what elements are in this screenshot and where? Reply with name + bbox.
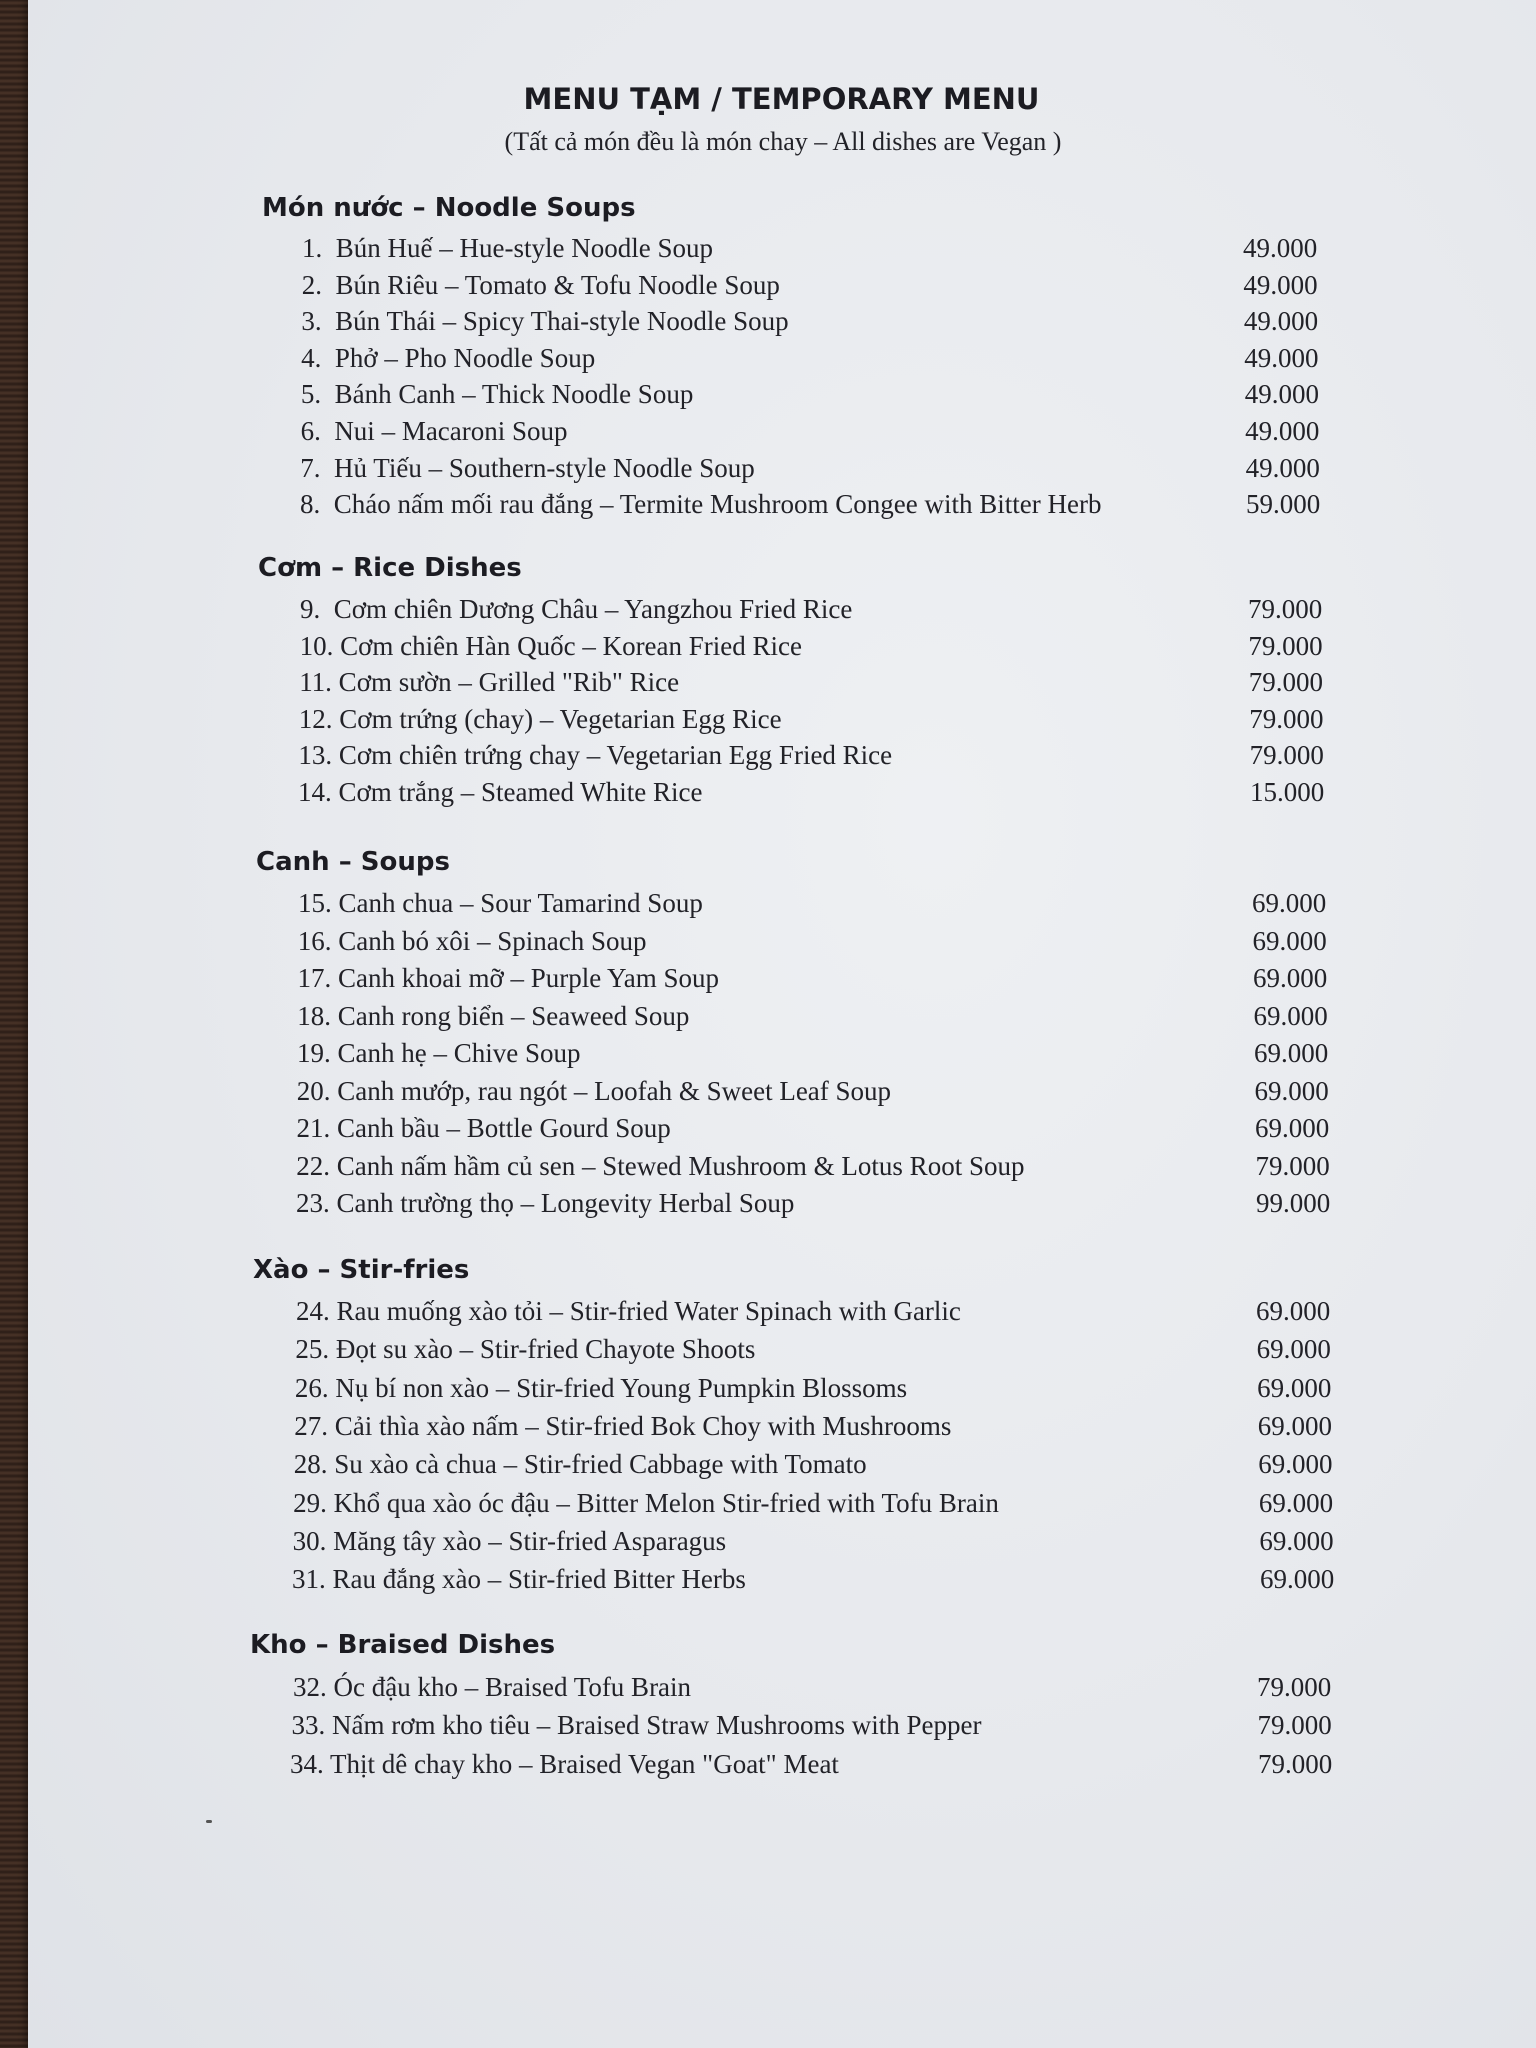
menu-item-price: 79.000	[1249, 703, 1324, 734]
menu-item-name: 10. Cơm chiên Hàn Quốc – Korean Fried Rice	[299, 630, 802, 661]
menu-item-price: 69.000	[1254, 1075, 1329, 1106]
menu-item-name: 14. Cơm trắng – Steamed White Rice	[298, 777, 703, 807]
menu-item-name: 31. Rau đắng xào – Stir-fried Bitter Herbs	[292, 1564, 746, 1595]
menu-item-name: 5. Bánh Canh – Thick Noodle Soup	[300, 379, 694, 410]
menu-item-price: 69.000	[1257, 1372, 1332, 1403]
section-title: Kho – Braised Dishes	[250, 1630, 556, 1660]
menu-item-price: 69.000	[1260, 1564, 1335, 1595]
menu-item-name: 3. Bún Thái – Spicy Thai-style Noodle Soup	[301, 306, 789, 337]
paper-speck	[206, 1820, 212, 1823]
menu-item-price: 69.000	[1256, 1334, 1331, 1365]
menu-item-name: 24. Rau muống xào tỏi – Stir-fried Water Spinach with Garlic	[296, 1296, 961, 1326]
menu-item	[0, 1038, 1536, 1074]
menu-item	[0, 1113, 1536, 1149]
menu-title: MENU TẠM / TEMPORARY MENU	[523, 82, 1040, 116]
menu-item	[0, 1296, 1536, 1332]
menu-item-price: 79.000	[1255, 1150, 1330, 1181]
menu-item-price: 49.000	[1243, 233, 1318, 263]
menu-item-name: 28. Su xào cà chua – Stir-fried Cabbage with Tomato	[293, 1449, 867, 1480]
menu-item-name: 17. Canh khoai mỡ – Purple Yam Soup	[297, 963, 720, 993]
menu-item-name: 12. Cơm trứng (chay) – Vegetarian Egg Rice	[298, 703, 782, 734]
menu-item-name: 6. Nui – Macaroni Soup	[300, 416, 568, 446]
menu-item-price: 69.000	[1258, 1487, 1334, 1518]
menu-item	[0, 1526, 1536, 1562]
menu-item	[0, 453, 1536, 489]
menu-item-name: 1. Bún Huế – Hue-style Noodle Soup	[302, 233, 713, 263]
menu-item-price: 49.000	[1244, 379, 1319, 410]
menu-item	[0, 343, 1536, 379]
menu-item	[0, 667, 1536, 703]
menu-item	[0, 306, 1536, 342]
menu-item-price: 15.000	[1250, 777, 1325, 807]
menu-item-price: 69.000	[1259, 1525, 1334, 1556]
menu-item	[0, 416, 1536, 452]
menu-item-name: 2. Bún Riêu – Tomato & Tofu Noodle Soup	[301, 269, 780, 300]
menu-item-name: 30. Măng tây xào – Stir-fried Asparagus	[292, 1525, 727, 1556]
menu-item	[0, 1749, 1536, 1785]
menu-item-price: 59.000	[1246, 489, 1321, 520]
menu-item-name: 9. Cơm chiên Dương Châu – Yangzhou Fried Rice	[300, 594, 853, 624]
menu-item-name: 15. Canh chua – Sour Tamarind Soup	[298, 888, 703, 918]
menu-item-name: 26. Nụ bí non xào – Stir-fried Young Pumpkin Blossoms	[294, 1372, 908, 1403]
menu-item-price: 49.000	[1245, 416, 1320, 446]
menu-item	[0, 926, 1536, 962]
menu-item	[0, 1488, 1536, 1524]
menu-item-name: 16. Canh bó xôi – Spinach Soup	[297, 925, 647, 956]
menu-item-price: 69.000	[1253, 1000, 1328, 1031]
menu-item	[0, 379, 1536, 415]
section-title: Món nước – Noodle Soups	[262, 193, 636, 223]
menu-subtitle: (Tất cả món đều là món chay – All dishes are Vegan )	[504, 127, 1062, 156]
section-title: Canh – Soups	[256, 847, 450, 877]
menu-item	[0, 1334, 1536, 1370]
menu-item-name: 27. Cải thìa xào nấm – Stir-fried Bok Choy with Mushrooms	[294, 1410, 952, 1441]
menu-item-price: 69.000	[1257, 1410, 1332, 1441]
menu-item	[0, 1076, 1536, 1112]
menu-item-name: 8. Cháo nấm mối rau đắng – Termite Mushroom Congee with Bitter Herb	[300, 489, 1102, 520]
menu-item-name: 13. Cơm chiên trứng chay – Vegetarian Egg Fried Rice	[298, 740, 893, 771]
menu-item-name: 11. Cơm sườn – Grilled "Rib" Rice	[299, 667, 680, 698]
menu-item-price: 69.000	[1253, 963, 1328, 993]
section-title: Xào – Stir-fries	[253, 1255, 470, 1285]
menu-item	[0, 1564, 1536, 1600]
menu-item-price: 69.000	[1254, 1038, 1329, 1068]
menu-item-name: 29. Khổ qua xào óc đậu – Bitter Melon Stir-fried with Tofu Brain	[293, 1487, 999, 1518]
menu-item-price: 49.000	[1245, 452, 1320, 483]
menu-item-name: 25. Đọt su xào – Stir-fried Chayote Shoots	[295, 1334, 756, 1365]
menu-item-price: 99.000	[1256, 1188, 1331, 1218]
menu-item	[0, 489, 1536, 525]
menu-item	[0, 704, 1536, 740]
menu-item-price: 69.000	[1255, 1113, 1330, 1143]
menu-item-price: 79.000	[1258, 1748, 1333, 1779]
menu-item	[0, 233, 1536, 269]
menu-item-name: 33. Nấm rơm kho tiêu – Braised Straw Mushrooms with Pepper	[291, 1710, 982, 1741]
menu-item	[0, 1710, 1536, 1746]
menu-item	[0, 1151, 1536, 1187]
section-title: Cơm – Rice Dishes	[258, 553, 522, 583]
menu-item	[0, 1373, 1536, 1409]
menu-item	[0, 270, 1536, 306]
menu-item	[0, 963, 1536, 999]
menu-item	[0, 740, 1536, 776]
menu-item-name: 21. Canh bầu – Bottle Gourd Soup	[296, 1113, 671, 1143]
menu-item-price: 79.000	[1248, 667, 1324, 698]
menu-item-price: 49.000	[1243, 269, 1318, 300]
menu-item-name: 32. Óc đậu kho – Braised Tofu Brain	[293, 1672, 692, 1702]
menu-item-price: 69.000	[1256, 1296, 1331, 1326]
menu-item-price: 69.000	[1258, 1449, 1333, 1480]
menu-item-price: 79.000	[1257, 1672, 1332, 1702]
menu-item-name: 7. Hủ Tiếu – Southern-style Noodle Soup	[300, 452, 755, 483]
menu-item	[0, 1188, 1536, 1224]
menu-item-name: 22. Canh nấm hầm củ sen – Stewed Mushroom & Lotus Root Soup	[296, 1150, 1025, 1181]
menu-item-price: 49.000	[1244, 342, 1319, 373]
menu-item-name: 4. Phở – Pho Noodle Soup	[301, 342, 596, 373]
menu-item	[0, 1672, 1536, 1708]
menu-item-name: 18. Canh rong biển – Seaweed Soup	[297, 1000, 690, 1031]
menu-item-price: 79.000	[1249, 740, 1324, 771]
menu-item	[0, 594, 1536, 630]
menu-item	[0, 777, 1536, 813]
menu-item	[0, 1449, 1536, 1485]
menu-item-price: 79.000	[1248, 630, 1323, 661]
menu-item-name: 19. Canh hẹ – Chive Soup	[297, 1038, 581, 1068]
menu-item-name: 20. Canh mướp, rau ngót – Loofah & Sweet Leaf Soup	[296, 1075, 892, 1106]
menu-item-price: 69.000	[1252, 925, 1327, 956]
menu-item-name: 23. Canh trường thọ – Longevity Herbal Soup	[296, 1188, 795, 1218]
menu-item-price: 69.000	[1252, 888, 1327, 918]
menu-item	[0, 1001, 1536, 1037]
menu-item	[0, 631, 1536, 667]
menu-item	[0, 1411, 1536, 1447]
menu-item-price: 49.000	[1243, 306, 1319, 337]
menu-item	[0, 888, 1536, 924]
menu-item-name: 34. Thịt dê chay kho – Braised Vegan "Goat" Meat	[290, 1748, 839, 1779]
menu-item-price: 79.000	[1248, 594, 1323, 624]
menu-item-price: 79.000	[1257, 1710, 1332, 1741]
